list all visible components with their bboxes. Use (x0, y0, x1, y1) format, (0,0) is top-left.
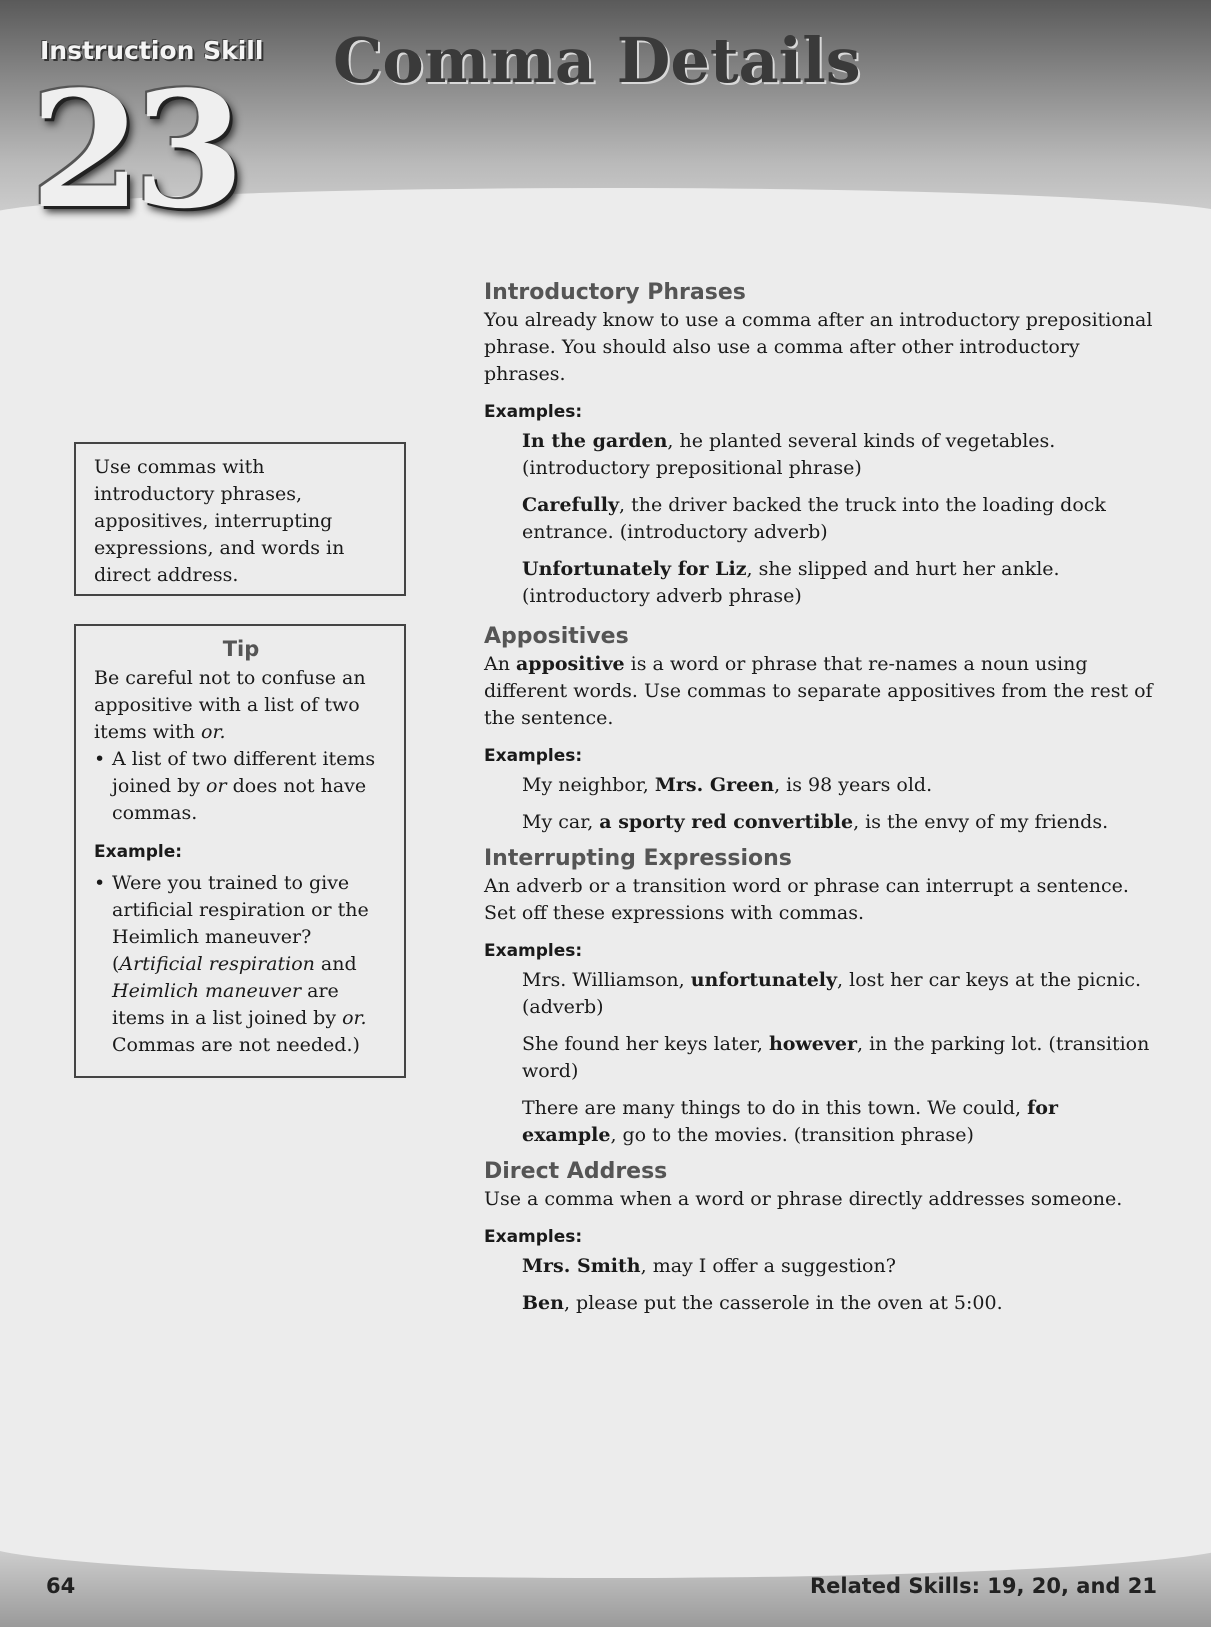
example-item: Carefully, the driver backed the truck into the loading dock entrance. (introductory adverb) (522, 494, 1106, 543)
examples-label: Examples: (484, 1227, 583, 1247)
example-item: Mrs. Williamson, unfortunately, lost her car keys at the picnic. (adverb) (522, 969, 1142, 1018)
examples-label: Examples: (484, 402, 583, 422)
skill-number: 23 (30, 56, 237, 244)
footer-wave (0, 1508, 1211, 1578)
summary-box (74, 442, 406, 596)
section-heading-interrupting: Interrupting Expressions (484, 846, 792, 871)
tip-bullet: • A list of two different items joined by or does not have commas. (94, 746, 388, 827)
section-heading-direct-address: Direct Address (484, 1159, 668, 1184)
tip-box (74, 624, 406, 1078)
section-heading-introductory: Introductory Phrases (484, 280, 746, 305)
page-title: Comma Details (333, 24, 861, 97)
tip-intro: Be careful not to confuse an appositive with a list of two items with or. (94, 667, 366, 743)
examples-label: Examples: (484, 941, 583, 961)
example-item: In the garden, he planted several kinds of vegetables. (introductory prepositional phrase) (522, 430, 1056, 479)
example-item: My neighbor, Mrs. Green, is 98 years old. (522, 774, 933, 796)
example-item: Ben, please put the casserole in the oven at 5:00. (522, 1292, 1003, 1314)
example-item: She found her keys later, however, in the parking lot. (transition word) (522, 1033, 1150, 1082)
tip-example-label: Example: (94, 842, 183, 862)
related-skills: Related Skills: 19, 20, and 21 (809, 1574, 1157, 1598)
appositives-text: An appositive is a word or phrase that re-names a noun using different words. Use commas to separate appositives from the rest of the sentence. (484, 653, 1153, 729)
example-item: Unfortunately for Liz, she slipped and hurt her ankle. (introductory adverb phrase) (522, 558, 1060, 607)
examples-label: Examples: (484, 746, 583, 766)
example-item: There are many things to do in this town. We could, for example, go to the movies. (transition phrase) (522, 1097, 1058, 1146)
section-heading-appositives: Appositives (484, 624, 629, 649)
tip-example: • Were you trained to give artificial respiration or the Heimlich maneuver? (Artificial respiration and Heimlich maneuver are items in a list joined by or. Commas are not needed.) (94, 870, 388, 1059)
example-item: My car, a sporty red convertible, is the envy of my friends. (522, 811, 1109, 833)
skill-label: Instruction Skill (40, 36, 264, 65)
introductory-text: You already know to use a comma after an introductory prepositional phrase. You should also use a comma after other introductory phrases. (484, 309, 1153, 385)
tip-title: Tip (222, 637, 260, 661)
summary-text: Use commas with introductory phrases, appositives, interrupting expressions, and words in direct address. (94, 456, 345, 586)
interrupting-text: An adverb or a transition word or phrase can interrupt a sentence. Set off these expressions with commas. (484, 875, 1129, 924)
page-number: 64 (46, 1574, 76, 1598)
direct-address-text: Use a comma when a word or phrase directly addresses someone. (484, 1188, 1123, 1210)
example-item: Mrs. Smith, may I offer a suggestion? (522, 1255, 896, 1277)
main-content (484, 280, 1156, 1327)
